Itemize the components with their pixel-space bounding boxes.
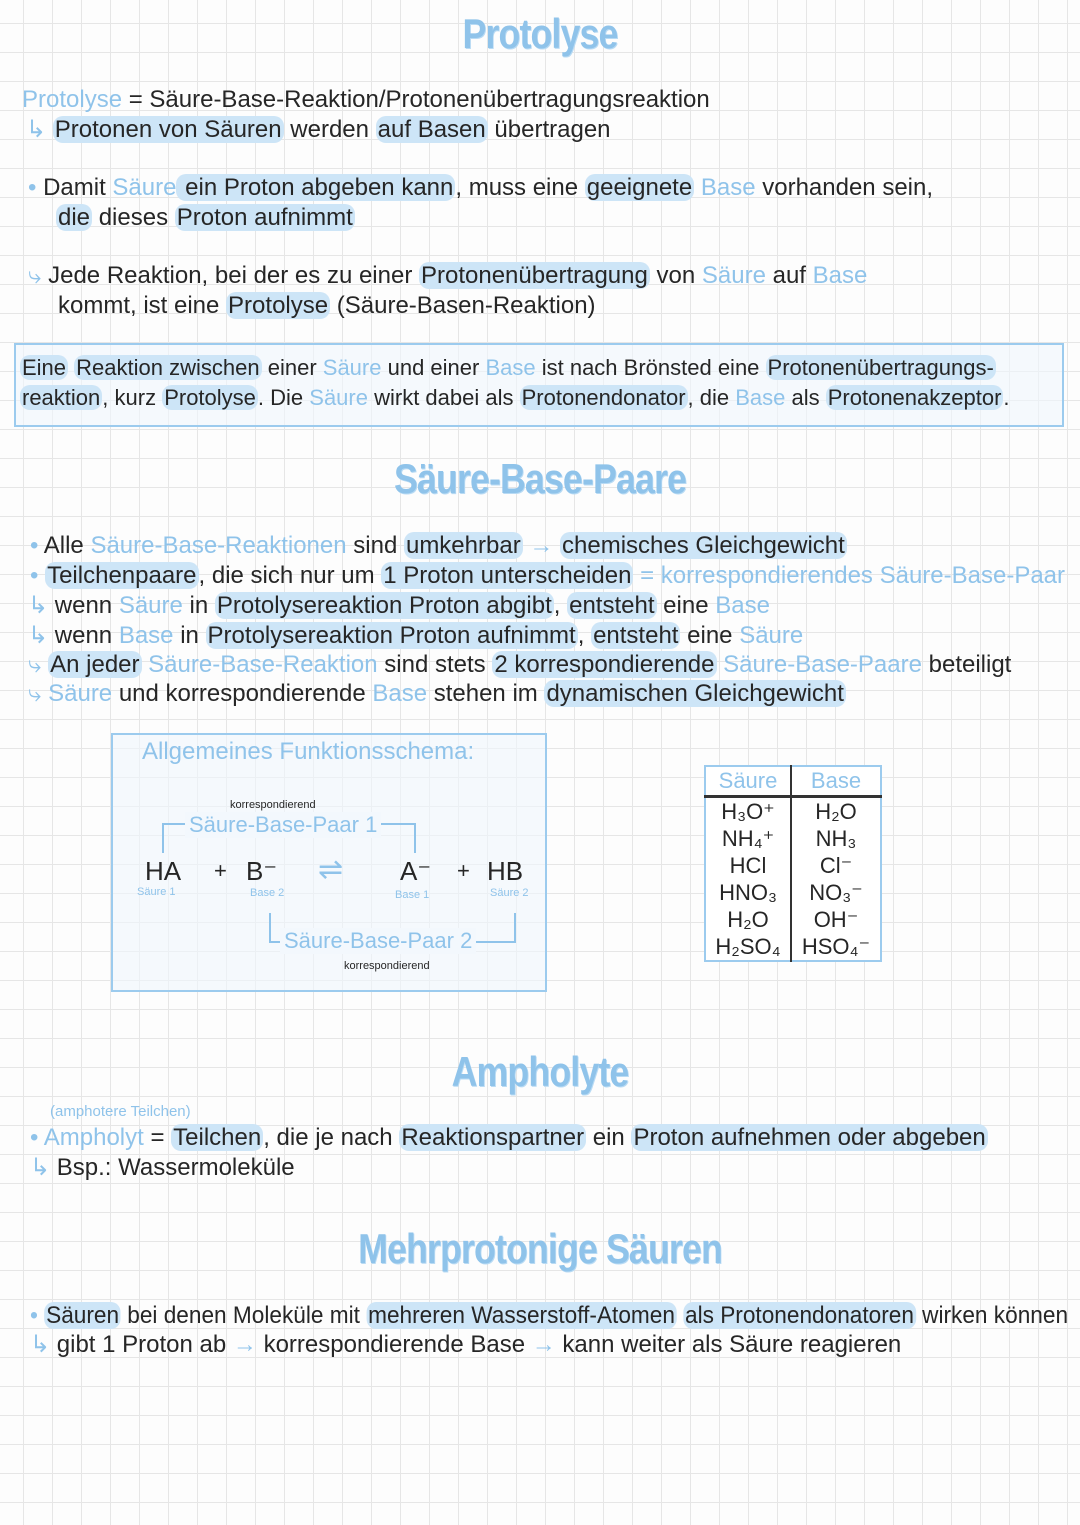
- blue-text: Säure-Base-Reaktionen: [90, 532, 347, 559]
- table-row: [705, 906, 881, 933]
- text: dieses: [92, 204, 175, 231]
- blue-text: •: [30, 1302, 45, 1329]
- pair1-label: Säure-Base-Paar 1: [185, 812, 381, 838]
- text: und korrespondierende: [112, 680, 373, 707]
- text: von: [649, 262, 702, 289]
- highlighted-text: Protonen von Säuren: [54, 116, 282, 143]
- highlighted-text: Protonenakzeptor: [827, 385, 1002, 410]
- blue-text: ⤷: [28, 651, 49, 678]
- blue-text: ↳: [30, 1154, 57, 1181]
- blue-text: →: [531, 1331, 556, 1358]
- title-saeure-base-paare: Säure-Base-Paare: [393, 455, 687, 502]
- highlighted-text: auf Basen: [377, 116, 486, 143]
- highlighted-text: geeignete: [586, 174, 693, 201]
- text-line: [26, 115, 611, 145]
- highlighted-text: umkehrbar: [405, 532, 521, 559]
- label-saeure-1: Säure 1: [137, 886, 176, 898]
- text: , die je nach: [263, 1124, 400, 1151]
- text: ein: [586, 1124, 632, 1151]
- blue-text: Base: [372, 680, 428, 707]
- blue-text: •: [28, 174, 44, 201]
- highlighted-text: 2 korrespondierende: [494, 651, 715, 678]
- highlighted-text: Protolyse: [164, 385, 256, 410]
- text-line: [30, 1330, 901, 1360]
- blue-text: ↳: [30, 1331, 57, 1358]
- ampholyte-note: (amphotere Teilchen): [50, 1103, 191, 1120]
- schema-heading: Allgemeines Funktionsschema:: [142, 738, 475, 765]
- text: kommt, ist eine: [58, 292, 227, 319]
- blue-text: Säure: [739, 622, 804, 649]
- highlighted-text: Proton aufnehmen oder abgeben: [633, 1124, 986, 1151]
- text: stehen im: [427, 680, 545, 707]
- text-line: [30, 531, 847, 561]
- text: . Die: [257, 385, 310, 410]
- highlighted-text: reaktion: [22, 385, 101, 410]
- blue-text: Säure: [112, 174, 177, 201]
- blue-text: Base: [694, 174, 756, 201]
- cell-acid: H₃O⁺: [705, 797, 791, 826]
- blue-text: Base: [485, 355, 536, 380]
- highlighted-text: Säuren: [46, 1302, 120, 1329]
- cell-base: Cl⁻: [819, 853, 853, 878]
- highlighted-text: Proton aufnimmt: [176, 204, 353, 231]
- blue-text: Säure: [701, 262, 766, 289]
- text: sind stets: [377, 651, 493, 678]
- text: = Säure-Base-Reaktion/Protonenübertragungsreaktion: [122, 86, 710, 113]
- korrespondierend-label-1: korrespondierend: [230, 799, 316, 811]
- text-line: [56, 203, 355, 233]
- blue-text: Base: [715, 592, 770, 619]
- text: (Säure-Basen-Reaktion): [330, 292, 596, 319]
- blue-text: Säure: [322, 355, 382, 380]
- highlighted-text: entsteht: [569, 592, 655, 619]
- blue-text: = korrespondierendes Säure-Base-Paar: [633, 562, 1066, 589]
- highlighted-text: Reaktionspartner: [401, 1124, 585, 1151]
- b-minus: B⁻: [246, 856, 278, 886]
- text-line: [28, 591, 770, 621]
- text: kann weiter als Säure reagieren: [555, 1331, 902, 1358]
- ha: HA: [145, 856, 182, 886]
- blue-text: Base: [812, 262, 868, 289]
- cell-acid: HNO₃: [705, 879, 791, 906]
- text: korrespondierende Base: [256, 1331, 532, 1358]
- text: in: [182, 592, 215, 619]
- highlighted-text: entsteht: [593, 622, 679, 649]
- equilibrium-arrow-icon: ⇌: [318, 853, 344, 886]
- blue-text: Säure-Base-Paare: [723, 651, 922, 678]
- text: sind: [346, 532, 404, 559]
- cell-base: NH₃: [815, 826, 857, 851]
- text: in: [173, 622, 206, 649]
- cell-acid: HCl: [705, 852, 791, 879]
- highlighted-text: Teilchenpaare: [47, 562, 197, 589]
- cell-base: OH⁻: [813, 907, 859, 932]
- blue-text: •: [30, 1124, 44, 1151]
- highlighted-text: als Protonendonatoren: [684, 1302, 914, 1329]
- highlighted-text: Protonenübertragung: [421, 262, 648, 289]
- text-line: [28, 679, 846, 709]
- text: wenn: [54, 592, 119, 619]
- text: , die sich nur um: [198, 562, 382, 589]
- text: [677, 1302, 683, 1329]
- blue-text: ⤷: [28, 680, 49, 707]
- blue-text: Base: [735, 385, 786, 410]
- text: vorhanden sein,: [755, 174, 934, 201]
- text-line: [28, 621, 803, 651]
- text-line: [22, 85, 710, 115]
- label-base-1: Base 1: [395, 889, 430, 901]
- table-row: [705, 933, 881, 961]
- text: wirken können: [915, 1302, 1069, 1329]
- table-header-base: Base: [791, 766, 881, 797]
- text-line: [28, 261, 867, 291]
- text-line: [30, 561, 1065, 591]
- text: beteiligt: [921, 651, 1012, 678]
- blue-text: ↳: [28, 622, 55, 649]
- blue-text: Säure: [118, 592, 183, 619]
- text: werden: [283, 116, 376, 143]
- label-saeure-2: Säure 2: [490, 887, 529, 899]
- text: auf: [765, 262, 813, 289]
- text: , kurz: [102, 385, 163, 410]
- table-row: [705, 852, 881, 879]
- a-minus: A⁻: [400, 856, 432, 886]
- text: =: [143, 1124, 172, 1151]
- acid-base-table: [704, 765, 882, 962]
- text-line: [58, 291, 596, 321]
- hb: HB: [487, 856, 524, 886]
- cell-base: H₂O: [815, 799, 857, 824]
- highlighted-text: mehreren Wasserstoff-Atomen: [368, 1302, 675, 1329]
- title-ampholyte: Ampholyte: [451, 1048, 629, 1095]
- cell-base: NO₃⁻: [809, 880, 863, 905]
- text: gibt 1 Proton ab: [56, 1331, 233, 1358]
- blue-text: •: [30, 532, 44, 559]
- blue-text: →: [232, 1331, 257, 1358]
- title-protolyse: Protolyse: [462, 10, 618, 57]
- highlighted-text: chemisches Gleichgewicht: [562, 532, 845, 559]
- text: Jede Reaktion, bei der es zu einer: [48, 262, 419, 289]
- blue-text: ↳: [28, 592, 55, 619]
- blue-text: •: [30, 562, 46, 589]
- label-base-2: Base 2: [250, 887, 285, 899]
- korrespondierend-label-2: korrespondierend: [344, 960, 430, 972]
- cell-acid: NH₄⁺: [705, 825, 791, 852]
- highlighted-text: dynamischen Gleichgewicht: [546, 680, 844, 707]
- highlighted-text: Eine: [22, 355, 67, 380]
- text: Damit: [43, 174, 113, 201]
- text: .: [1003, 385, 1010, 410]
- blue-text: Base: [118, 622, 174, 649]
- text: , muss eine: [455, 174, 585, 201]
- cell-acid: H₂O: [705, 906, 791, 933]
- text: Bsp.: Wassermoleküle: [56, 1154, 295, 1181]
- definition-line: [20, 383, 1010, 413]
- text-line: [28, 173, 933, 203]
- text: wenn: [54, 622, 119, 649]
- plus-1: +: [214, 858, 227, 883]
- text: als: [785, 385, 826, 410]
- text: ist nach Brönsted eine: [535, 355, 766, 380]
- highlighted-text: Protonendonator: [521, 385, 686, 410]
- plus-2: +: [457, 858, 470, 883]
- highlighted-text: die: [58, 204, 91, 231]
- table-row: [705, 797, 881, 826]
- highlighted-text: ein Proton abgeben kann: [178, 174, 454, 201]
- blue-text: ↳: [26, 116, 53, 143]
- cell-acid: H₂SO₄: [705, 933, 791, 961]
- blue-text: Protolyse: [22, 86, 123, 113]
- text: eine: [680, 622, 740, 649]
- text: und einer: [381, 355, 486, 380]
- text: Alle: [43, 532, 91, 559]
- blue-text: Ampholyt: [43, 1124, 144, 1151]
- highlighted-text: Protolysereaktion Proton abgibt: [216, 592, 552, 619]
- text: wirkt dabei als: [367, 385, 520, 410]
- text: eine: [656, 592, 716, 619]
- text-line: [30, 1301, 1068, 1331]
- highlighted-text: Protolysereaktion Proton aufnimmt: [207, 622, 576, 649]
- table-header-saeure: Säure: [705, 766, 791, 797]
- blue-text: Säure: [48, 680, 113, 707]
- text-line: [30, 1123, 988, 1153]
- blue-text: ⤷: [28, 262, 49, 289]
- highlighted-text: An jeder: [50, 651, 140, 678]
- pair2-label: Säure-Base-Paar 2: [280, 928, 476, 954]
- table-row: [705, 879, 881, 906]
- text: bei denen Moleküle mit: [120, 1302, 367, 1329]
- highlighted-text: Protolyse: [228, 292, 329, 319]
- title-mehrprotonige-saeuren: Mehrprotonige Säuren: [358, 1225, 722, 1272]
- text: einer: [261, 355, 323, 380]
- highlighted-text: Reaktion zwischen: [76, 355, 260, 380]
- text: ,: [553, 592, 568, 619]
- highlighted-text: Teilchen: [173, 1124, 262, 1151]
- highlighted-text: 1 Proton unterscheiden: [383, 562, 632, 589]
- highlighted-text: Protonenübertragungs-: [767, 355, 994, 380]
- text-line: [28, 650, 1011, 680]
- table-row: [705, 825, 881, 852]
- text: , die: [687, 385, 736, 410]
- cell-base: HSO₄⁻: [801, 934, 871, 959]
- blue-text: Säure: [309, 385, 368, 410]
- blue-text: →: [522, 532, 561, 559]
- text-line: [30, 1153, 295, 1183]
- blue-text: Säure-Base-Reaktion: [148, 651, 378, 678]
- definition-line: [20, 353, 996, 383]
- text: ,: [577, 622, 592, 649]
- text: übertragen: [487, 116, 611, 143]
